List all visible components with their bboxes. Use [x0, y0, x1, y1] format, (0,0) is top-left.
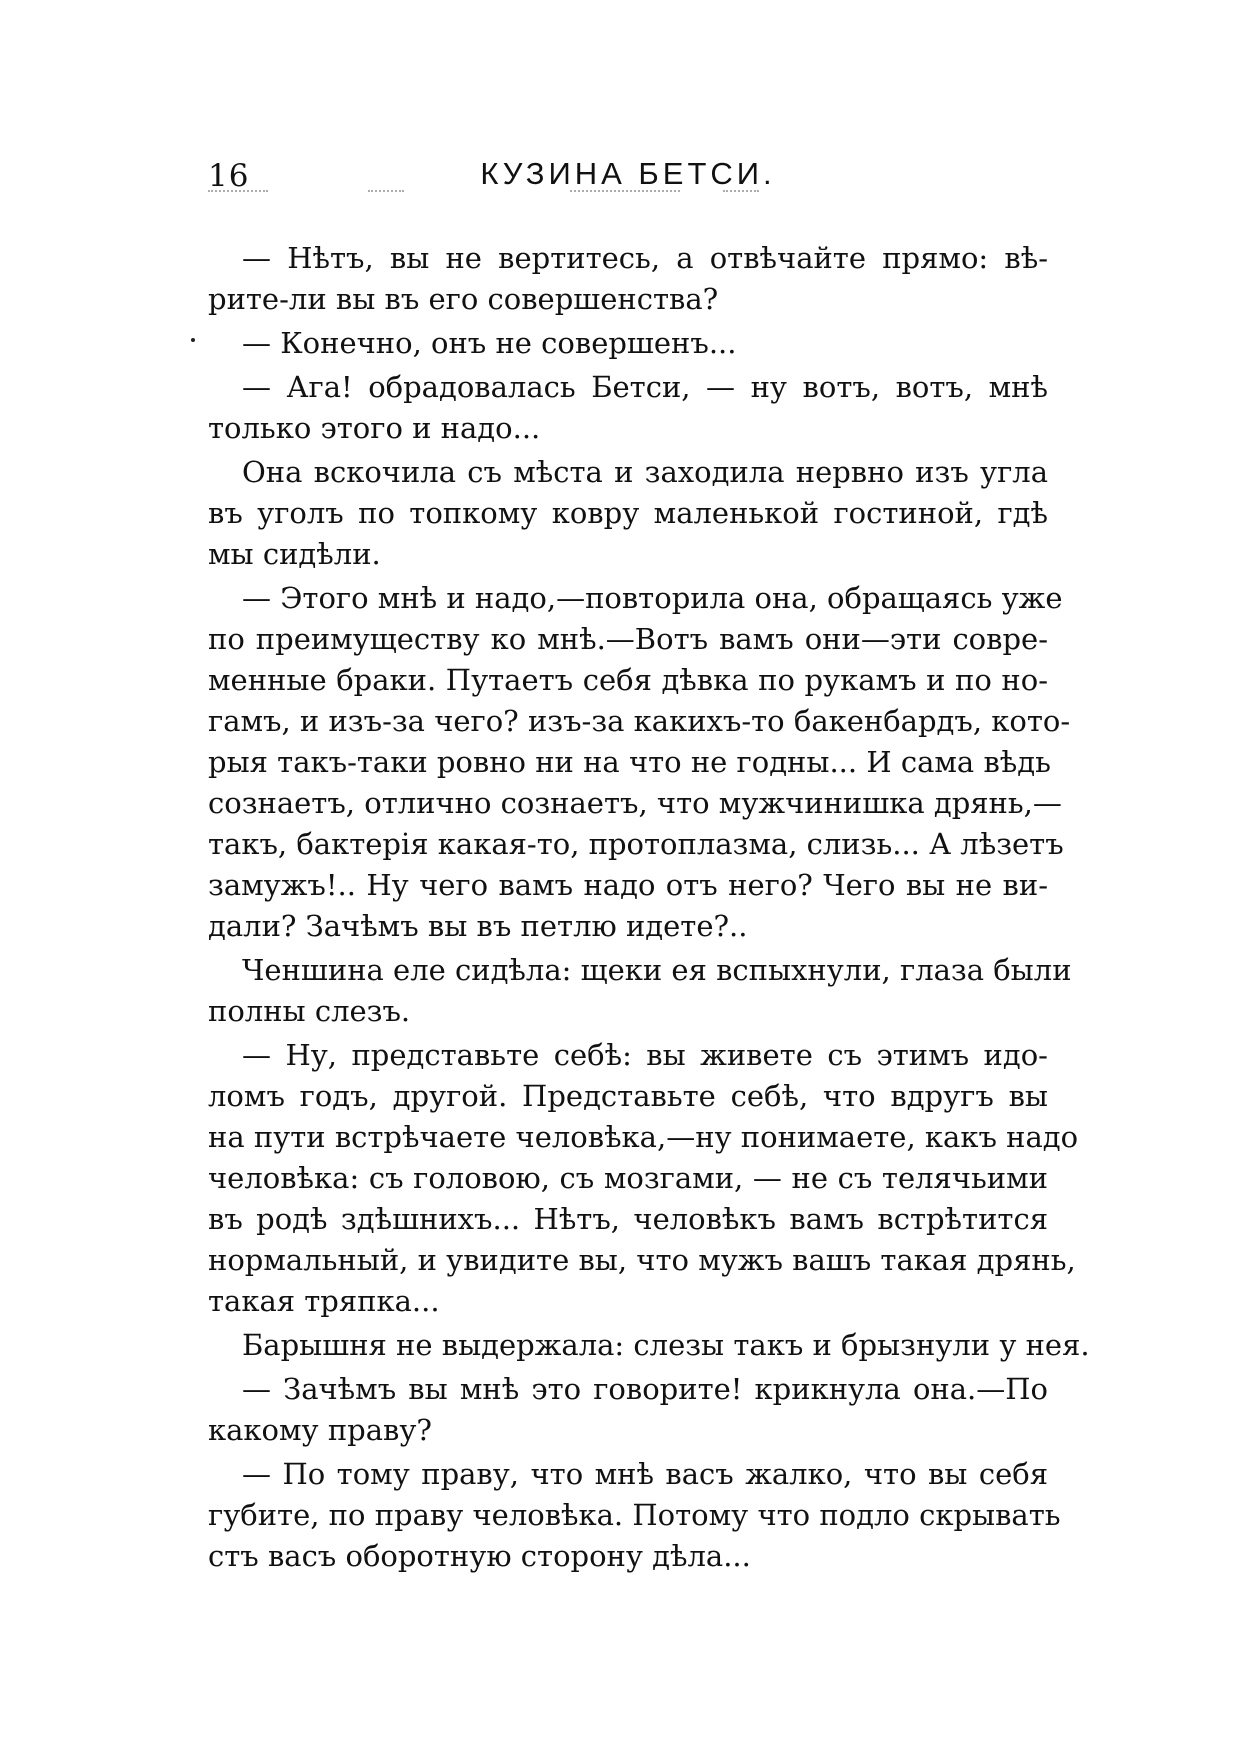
text-line: — Этого мнѣ и надо,—повторила она, обращаясь уже	[242, 581, 1063, 615]
body-text	[208, 238, 1090, 1580]
text-line: такъ, бактерія какая-то, протоплазма, слизь... А лѣзетъ	[208, 827, 1064, 861]
paragraph	[208, 238, 1048, 320]
text-line: ломъ годъ, другой. Представьте себѣ, что вдругъ вы	[208, 1079, 1048, 1113]
text-line: полны слезъ.	[208, 994, 411, 1028]
header-ornament	[368, 190, 404, 198]
text-line: замужъ!.. Ну чего вамъ надо отъ него? Чего вы не ви-	[208, 868, 1048, 902]
header-ornament	[570, 190, 680, 198]
text-line: — Конечно, онъ не совершенъ...	[242, 326, 737, 360]
text-line: сознаетъ, отлично сознаетъ, что мужчинишка дрянь,—	[208, 786, 1062, 820]
text-line: Барышня не выдержала: слезы такъ и брызнули у нея.	[242, 1328, 1090, 1362]
text-line: — Ну, представьте себѣ: вы живете съ этимъ идо-	[242, 1038, 1048, 1072]
paragraph	[208, 1035, 1079, 1322]
paragraph	[208, 452, 1048, 575]
text-line: нормальный, и увидите вы, что мужъ вашъ такая дрянь,	[208, 1243, 1076, 1277]
paragraph	[208, 367, 1048, 449]
text-line: — Зачѣмъ вы мнѣ это говорите! крикнула она.—По	[242, 1372, 1048, 1406]
text-line: — По тому праву, что мнѣ васъ жалко, что вы себя	[242, 1457, 1048, 1491]
page-header	[208, 150, 1048, 198]
paragraph	[208, 323, 1048, 364]
text-line: человѣка: съ головою, съ мозгами, — не съ телячьими	[208, 1161, 1048, 1195]
text-line: губите, по праву человѣка. Потому что подло скрывать	[208, 1498, 1061, 1532]
text-line: такая тряпка...	[208, 1284, 440, 1318]
paragraph	[208, 1454, 1061, 1577]
paragraph	[208, 1325, 1090, 1366]
text-line: на пути встрѣчаете человѣка,—ну понимаете, какъ надо	[208, 1120, 1079, 1154]
paragraph	[208, 950, 1072, 1032]
print-speck	[191, 338, 195, 342]
text-line: гамъ, и изъ-за чего? изъ-за какихъ-то бакенбардъ, кото-	[208, 704, 1071, 738]
header-ornament	[723, 190, 759, 198]
running-title: КУЗИНА БЕТСИ.	[480, 156, 776, 191]
text-line: въ родѣ здѣшнихъ... Нѣтъ, человѣкъ вамъ встрѣтится	[208, 1202, 1048, 1236]
text-line: — Ага! обрадовалась Бетси, — ну вотъ, вотъ, мнѣ	[242, 370, 1048, 404]
page-number: 16	[208, 158, 250, 194]
text-line: дали? Зачѣмъ вы въ петлю идете?..	[208, 909, 748, 943]
text-line: какому праву?	[208, 1413, 432, 1447]
text-line: — Нѣтъ, вы не вертитесь, а отвѣчайте прямо: вѣ-	[242, 241, 1048, 275]
text-line: менные браки. Путаетъ себя дѣвка по рукамъ и по но-	[208, 663, 1048, 697]
text-line: по преимуществу ко мнѣ.—Вотъ вамъ они—эти совре-	[208, 622, 1048, 656]
text-line: рыя такъ-таки ровно ни на что не годны... И сама вѣдь	[208, 745, 1051, 779]
paragraph	[208, 1369, 1048, 1451]
text-line: только этого и надо...	[208, 411, 541, 445]
text-line: въ уголъ по топкому ковру маленькой гостиной, гдѣ	[208, 496, 1048, 530]
text-line: Ченшина еле сидѣла: щеки ея вспыхнули, глаза были	[242, 953, 1072, 987]
text-line: мы сидѣли.	[208, 537, 381, 571]
paragraph	[208, 578, 1071, 947]
text-line: стъ васъ оборотную сторону дѣла...	[208, 1539, 751, 1573]
header-ornament	[208, 190, 268, 198]
text-line: Она вскочила съ мѣста и заходила нервно изъ угла	[242, 455, 1048, 489]
text-line: рите-ли вы въ его совершенства?	[208, 282, 719, 316]
